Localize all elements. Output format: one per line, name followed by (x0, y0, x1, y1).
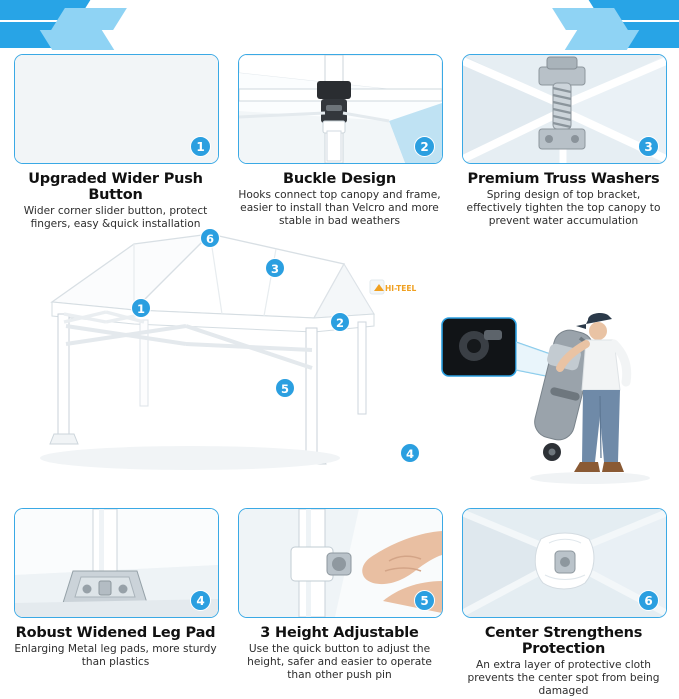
feature-body-4: Enlarging Metal leg pads, more sturdy than plastics (14, 643, 217, 669)
feature-badge-2: 2 (414, 136, 435, 157)
feature-title-3: Premium Truss Washers (467, 171, 660, 187)
feature-title-6: Center Strengthens Protection (484, 625, 643, 657)
feature-body-5: Use the quick button to adjust the height, safer and easier to operate than other push pin (247, 643, 432, 682)
buckle-photo (238, 54, 443, 164)
buckle-illustration (239, 55, 442, 163)
page-header (0, 0, 679, 52)
feature-title-5: 3 Height Adjustable (260, 625, 419, 641)
feature-card-3 (462, 54, 665, 231)
leg-pad-illustration (15, 509, 218, 617)
center-reinforcement-photo (462, 508, 667, 618)
feature-badge-5: 5 (414, 590, 435, 611)
feature-badge-1: 1 (190, 136, 211, 157)
feature-title-2: Buckle Design (282, 171, 397, 187)
feature-body-2: Hooks connect top canopy and frame, easier to install than Velcro and more stable in bad weathers (238, 189, 441, 228)
carry-bag-and-person-graphic (440, 312, 670, 502)
feature-badge-3: 3 (638, 136, 659, 157)
truss-washer-illustration (463, 55, 666, 163)
feature-title-4: Robust Widened Leg Pad (15, 625, 216, 641)
feature-body-6: An extra layer of protective cloth prevents the center spot from being damaged (467, 659, 660, 698)
callout-1: 1 (131, 298, 151, 318)
leg-pad-photo (14, 508, 219, 618)
feature-card-4 (14, 508, 217, 699)
truss-washer-photo (462, 54, 667, 164)
height-adjust-illustration (239, 509, 442, 617)
callout-6: 6 (200, 228, 220, 248)
corner-slider-button-photo (14, 54, 219, 164)
brand-label: HI-TEEL (385, 284, 417, 293)
callout-5: 5 (275, 378, 295, 398)
height-adjust-photo (238, 508, 443, 618)
feature-card-5 (238, 508, 441, 699)
canopy-tent-graphic (14, 222, 444, 472)
feature-card-6 (462, 508, 665, 699)
brand-logo-icon (373, 282, 385, 294)
header-title-plate (150, 0, 529, 52)
center-reinforcement-illustration (463, 509, 666, 617)
feature-card-1 (14, 54, 217, 231)
features-row-bottom (0, 508, 679, 699)
feature-badge-4: 4 (190, 590, 211, 611)
feature-card-2 (238, 54, 441, 231)
photo-background-1 (15, 55, 218, 163)
callout-2: 2 (330, 312, 350, 332)
feature-body-3: Spring design of top bracket, effectively tighten the top canopy to prevent water accumulation (466, 189, 661, 228)
feature-body-1: Wider corner slider button, protect fingers, easy &quick installation (23, 205, 208, 231)
callout-3: 3 (265, 258, 285, 278)
features-row-top (0, 54, 679, 231)
feature-title-1: Upgraded Wider Push Button (28, 171, 203, 203)
feature-badge-6: 6 (638, 590, 659, 611)
main-product-illustration (0, 222, 679, 508)
callout-4: 4 (400, 443, 420, 463)
